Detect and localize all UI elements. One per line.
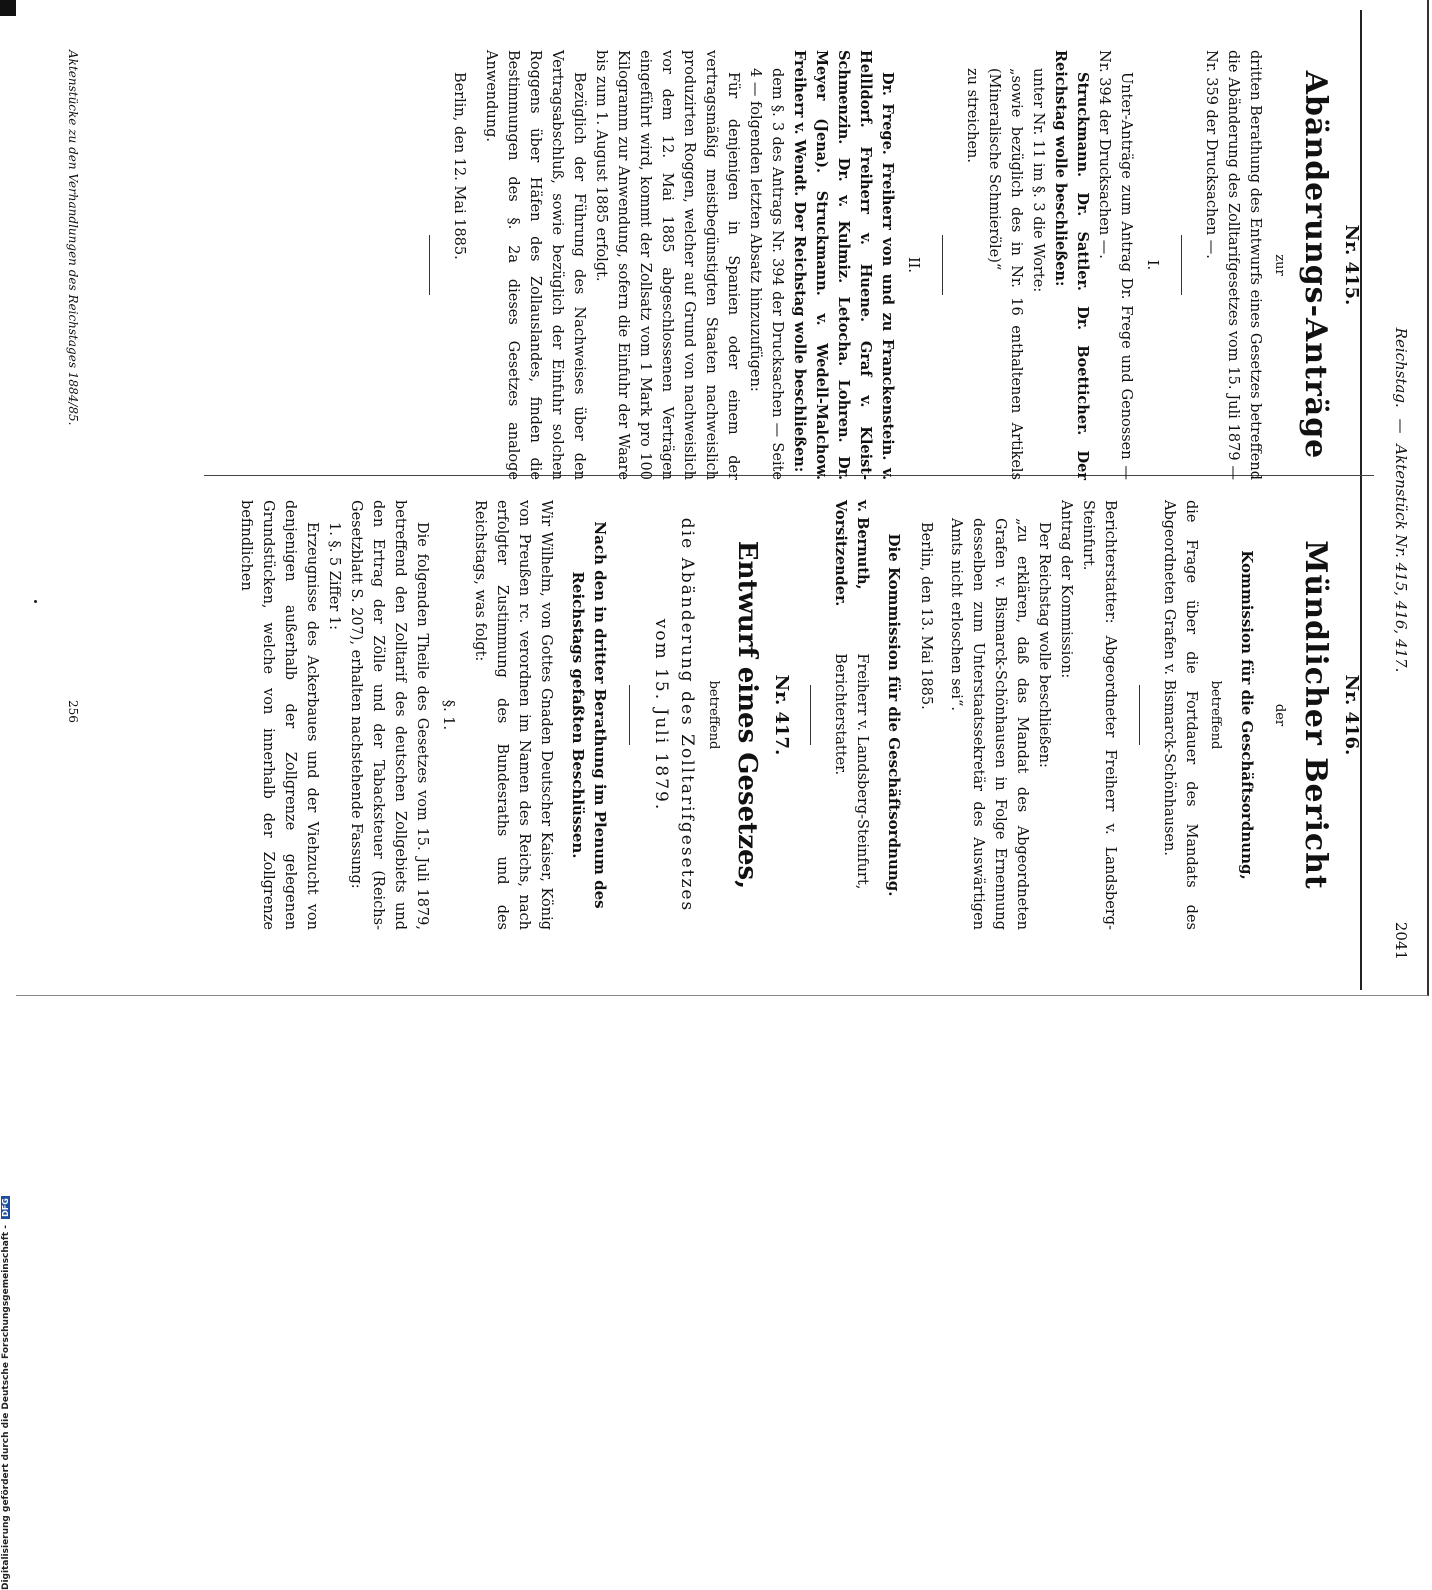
nr415-signatories-2: Dr. Frege. Freiherr von und zu Franckenstein. v. Hellldorf. Freiherr v. Huene. Graf v. Kleist-Schmenzin. Dr. v. Kulmiz. Letocha. Lohren. Dr. Meyer (Jena). Struckmann. v. Wedell-Malchow. Freiherr v. Wendt. Der Reichstag wolle beschließen: (791, 50, 896, 480)
page-number: 2041 (1392, 921, 1410, 960)
nr415-text-1b: zu streichen. (964, 68, 980, 163)
nr415-paragraph-1: Für denjenigen in Spanien oder einem der vertragsmäßig meistbegünstigten Staaten nachweislich produzirten Roggen, welcher auf Grund von nachweislich vor dem 12. Mai 1885 abgeschlossenen Verträgen eingeführt wird, kommt der Zollsatz vom 1 Mark pro 100 Kilogramm zur Anwendung, sofern die Einfuhr der Waare bis zum 1. August 1885 erfolgt. (593, 50, 741, 480)
nr416-title: Mündlicher Bericht (1298, 540, 1333, 890)
column-nr415 (411, 50, 1374, 480)
nr416-commission: Kommission für die Geschäftsordnung, (1238, 550, 1256, 880)
nr415-signatories-1: Struckmann. Dr. Sattler. Dr. Boetticher. Der Reichstag wolle beschließen: (1052, 50, 1091, 480)
nr416-reporter: Berichterstatter: Abgeordneter Freiherr v. Landsberg-Steinfurt. (1080, 500, 1118, 930)
nr416-beschliessen: Der Reichstag wolle beschließen: (1036, 522, 1052, 768)
digitization-credit (1, 1196, 11, 1590)
nr415-place-date: Berlin, den 12. Mai 1885. (451, 72, 467, 260)
nr416-antrag: Antrag der Kommission: (1058, 500, 1074, 679)
nr415-number: Nr. 415. (1341, 224, 1362, 306)
nr416-subject: die Frage über die Fortdauer des Mandats des Abgeordneten Grafen v. Bismarck-Schönhausen. (1161, 500, 1199, 930)
divider-rule (629, 685, 630, 745)
divider-rule (1139, 685, 1140, 745)
nr416-der: der (1272, 703, 1287, 727)
nr417-preamble: Wir Wilhelm, von Gottes Gnaden Deutscher Kaiser, König von Preußen rc. verordnen im Namen des Reichs, nach erfolgter Zustimmung des Bundesraths und des Reichstags, was folgt: (472, 500, 554, 930)
column-nr416-417 (235, 500, 1374, 930)
scan-dot (34, 600, 37, 603)
divider-rule (942, 235, 943, 295)
nr417-item-text: Erzeugnisse des Ackerbaues und der Viehzucht von denjenigen außerhalb der Zollgrenze gelegenen Grundstücken, welche von innerhalb der Zollgrenze befindlichen (238, 500, 320, 930)
nr417-title: Entwurf eines Gesetzes, (732, 540, 762, 890)
nr416-number: Nr. 416. (1341, 674, 1362, 756)
nr415-text-1: unter Nr. 11 im §. 3 die Worte: (1030, 68, 1046, 293)
nr416-sign-left: v. Bernuth, Vorsitzender. (832, 500, 871, 607)
digitization-credit-text: Digitalisierung gefördert durch die Deutsche Forschungsgemeinschaft - (1, 1225, 11, 1590)
nr416-betreffend: betreffend (1208, 680, 1223, 750)
nr417-section-text: Die folgenden Theile des Gesetzes vom 15. Juli 1879, betreffend den Zolltarif des deutschen Zollgebiets und den Ertrag der Zölle und der Tabacksteuer (Reichs-Gesetzblatt S. 207), erhalten nachstehende Fassung: (348, 500, 430, 930)
nr417-subject: die Abänderung des Zolltarifgesetzes vom 15. Juli 1879. (651, 517, 697, 913)
footer-number: 256 (66, 700, 80, 723)
nr416-sign-right: Freiherr v. Landsberg-Steinfurt, Berichterstatter. (832, 653, 870, 890)
nr415-title: Abänderungs-Anträge (1298, 70, 1333, 460)
nr417-number: Nr. 417. (771, 674, 792, 756)
nr416-place-date: Berlin, den 13. Mai 1885. (918, 522, 934, 710)
header-separator: — (1392, 418, 1410, 434)
nr417-item: 1. §. 5 Ziffer 1: (326, 522, 342, 630)
header-center (1392, 0, 1410, 1000)
nr417-subhead: Nach den in dritter Berathung im Plenum des Reichstags gefaßten Beschlüssen. (569, 521, 609, 909)
divider-rule (1181, 235, 1182, 295)
page-header (1380, 0, 1410, 1000)
nr415-intro: dritten Berathung des Entwurfs eines Gesetzes betreffend die Abänderung des Zolltarifgesetzes vom 15. Juli 1879 — Nr. 359 der Drucksachen —. (1203, 50, 1263, 480)
nr415-quote-1: „sowie bezüglich des in Nr. 16 enthaltenen Artikels (Mineralische Schmieröle)“ (986, 68, 1024, 480)
nr416-commission-sign: Die Kommission für die Geschäftsordnung. (885, 533, 903, 897)
nr417-section: §. 1. (440, 699, 456, 731)
footer-note: Aktenstücke zu den Verhandlungen des Reichstages 1884/85. (66, 50, 80, 426)
header-left: Reichstag. (1392, 327, 1410, 408)
nr415-zur: zur (1272, 254, 1287, 276)
dfg-logo: DFG (1, 1198, 10, 1217)
divider-rule (810, 685, 811, 745)
nr416-signatures (829, 500, 873, 930)
nr416-quote: „zu erklären, daß das Mandat des Abgeordneten Grafen v. Bismarck-Schönhausen in Folge Ernennung desselben zum Unterstaatssekretär des Auswärtigen Amts nicht erloschen sei“. (948, 518, 1030, 930)
divider-rule (429, 235, 430, 295)
nr415-roman-2: II. (905, 256, 921, 274)
nr415-roman-1: I. (1144, 259, 1160, 271)
nr415-paragraph-2: Bezüglich der Führung des Nachweises über den Vertragsabschluß, sowie bezüglich der Einfuhr solchen Roggens über Häfen des Zollauslandes, finden die Bestimmungen des §. 2a dieses Gesetzes analoge Anwendung. (483, 50, 587, 480)
nr415-unter-antraege: Unter-Anträge zum Antrag Dr. Frege und Genossen — Nr. 394 der Drucksachen —. (1096, 50, 1134, 480)
nr417-betreffend: betreffend (706, 680, 721, 750)
header-title: Aktenstück Nr. 415, 416, 417. (1392, 444, 1410, 673)
nr415-text-2: dem §. 3 des Antrags Nr. 394 der Drucksachen — Seite 4 — folgenden letzten Absatz hinzuzufügen: (747, 68, 785, 480)
